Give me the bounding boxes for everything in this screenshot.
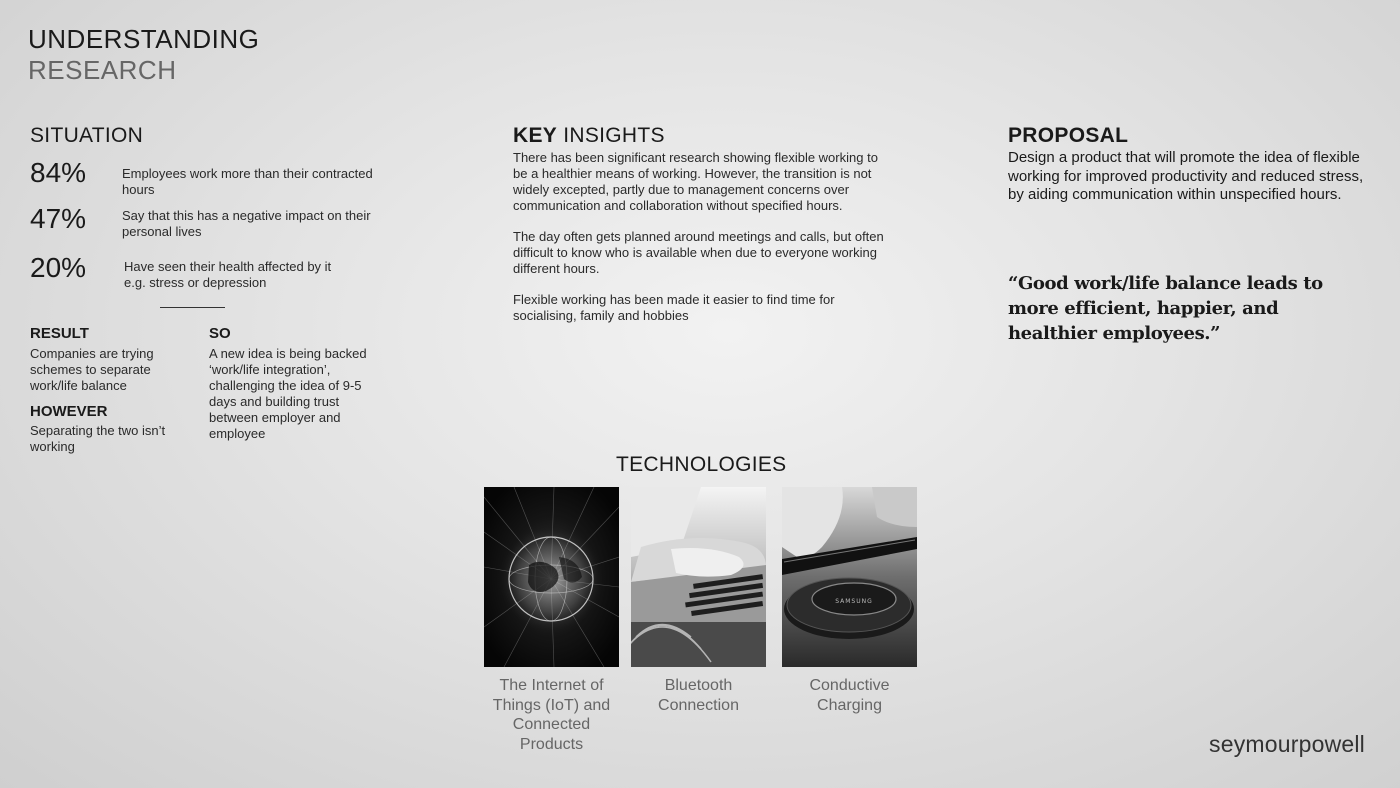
tech-caption-bluetooth: Bluetooth Connection [658,677,739,714]
charger-brand-label: SAMSUNG [835,598,873,605]
tech-caption-iot: The Internet of Things (IoT) and Connected Products [492,677,611,753]
key-insights-heading [513,124,665,148]
page-subtitle: RESEARCH [28,55,177,85]
laptop-typing-image [631,487,766,667]
key-insight-paragraph-2: The day often gets planned around meetings and calls, but often difficult to know who is available when due to everyone working different hours. [513,229,884,276]
result-text: Companies are trying schemes to separate work/life balance [30,346,154,393]
result-heading: RESULT [30,325,89,342]
page-title: UNDERSTANDING [28,24,260,54]
so-text: A new idea is being backed ‘work/life integration’, challenging the idea of 9-5 days and building trust between employer and employee [209,346,367,441]
however-heading: HOWEVER [30,403,108,420]
brand-logo: seymourpowell [1209,731,1365,757]
section-divider [160,307,225,308]
stat-text-2: Say that this has a negative impact on their personal lives [122,208,371,239]
proposal-heading: PROPOSAL [1008,124,1129,147]
iot-globe-image [484,487,619,667]
stat-text-1: Employees work more than their contracted hours [122,166,373,197]
key-insights-heading-rest: INSIGHTS [557,124,665,147]
key-insight-paragraph-1: There has been significant research showing flexible working to be a healthier means of working. However, the transition is not widely excepted, partly due to management concerns over communication and collaboration without specified hours. [513,150,878,213]
wireless-charger-image [782,487,917,667]
key-insight-paragraph-3: Flexible working has been made it easier to find time for socialising, family and hobbies [513,292,835,323]
tech-caption-charging: Conductive Charging [809,677,890,714]
so-heading: SO [209,325,231,342]
technologies-heading: TECHNOLOGIES [616,453,787,476]
situation-heading: SITUATION [30,124,144,147]
however-text: Separating the two isn’t working [30,423,166,454]
stat-value-1: 84% [30,157,87,188]
proposal-quote: “Good work/life balance leads to more efficient, happier, and healthier employees.” [1008,273,1323,344]
stat-text-3: Have seen their health affected by it e.g. stress or depression [124,259,332,290]
stat-value-2: 47% [30,203,87,234]
proposal-text: Design a product that will promote the idea of flexible working for improved productivity and reduced stress, by aiding communication within unspecified hours. [1008,149,1364,203]
stat-value-3: 20% [30,252,87,283]
key-insights-heading-bold: KEY [513,124,558,147]
